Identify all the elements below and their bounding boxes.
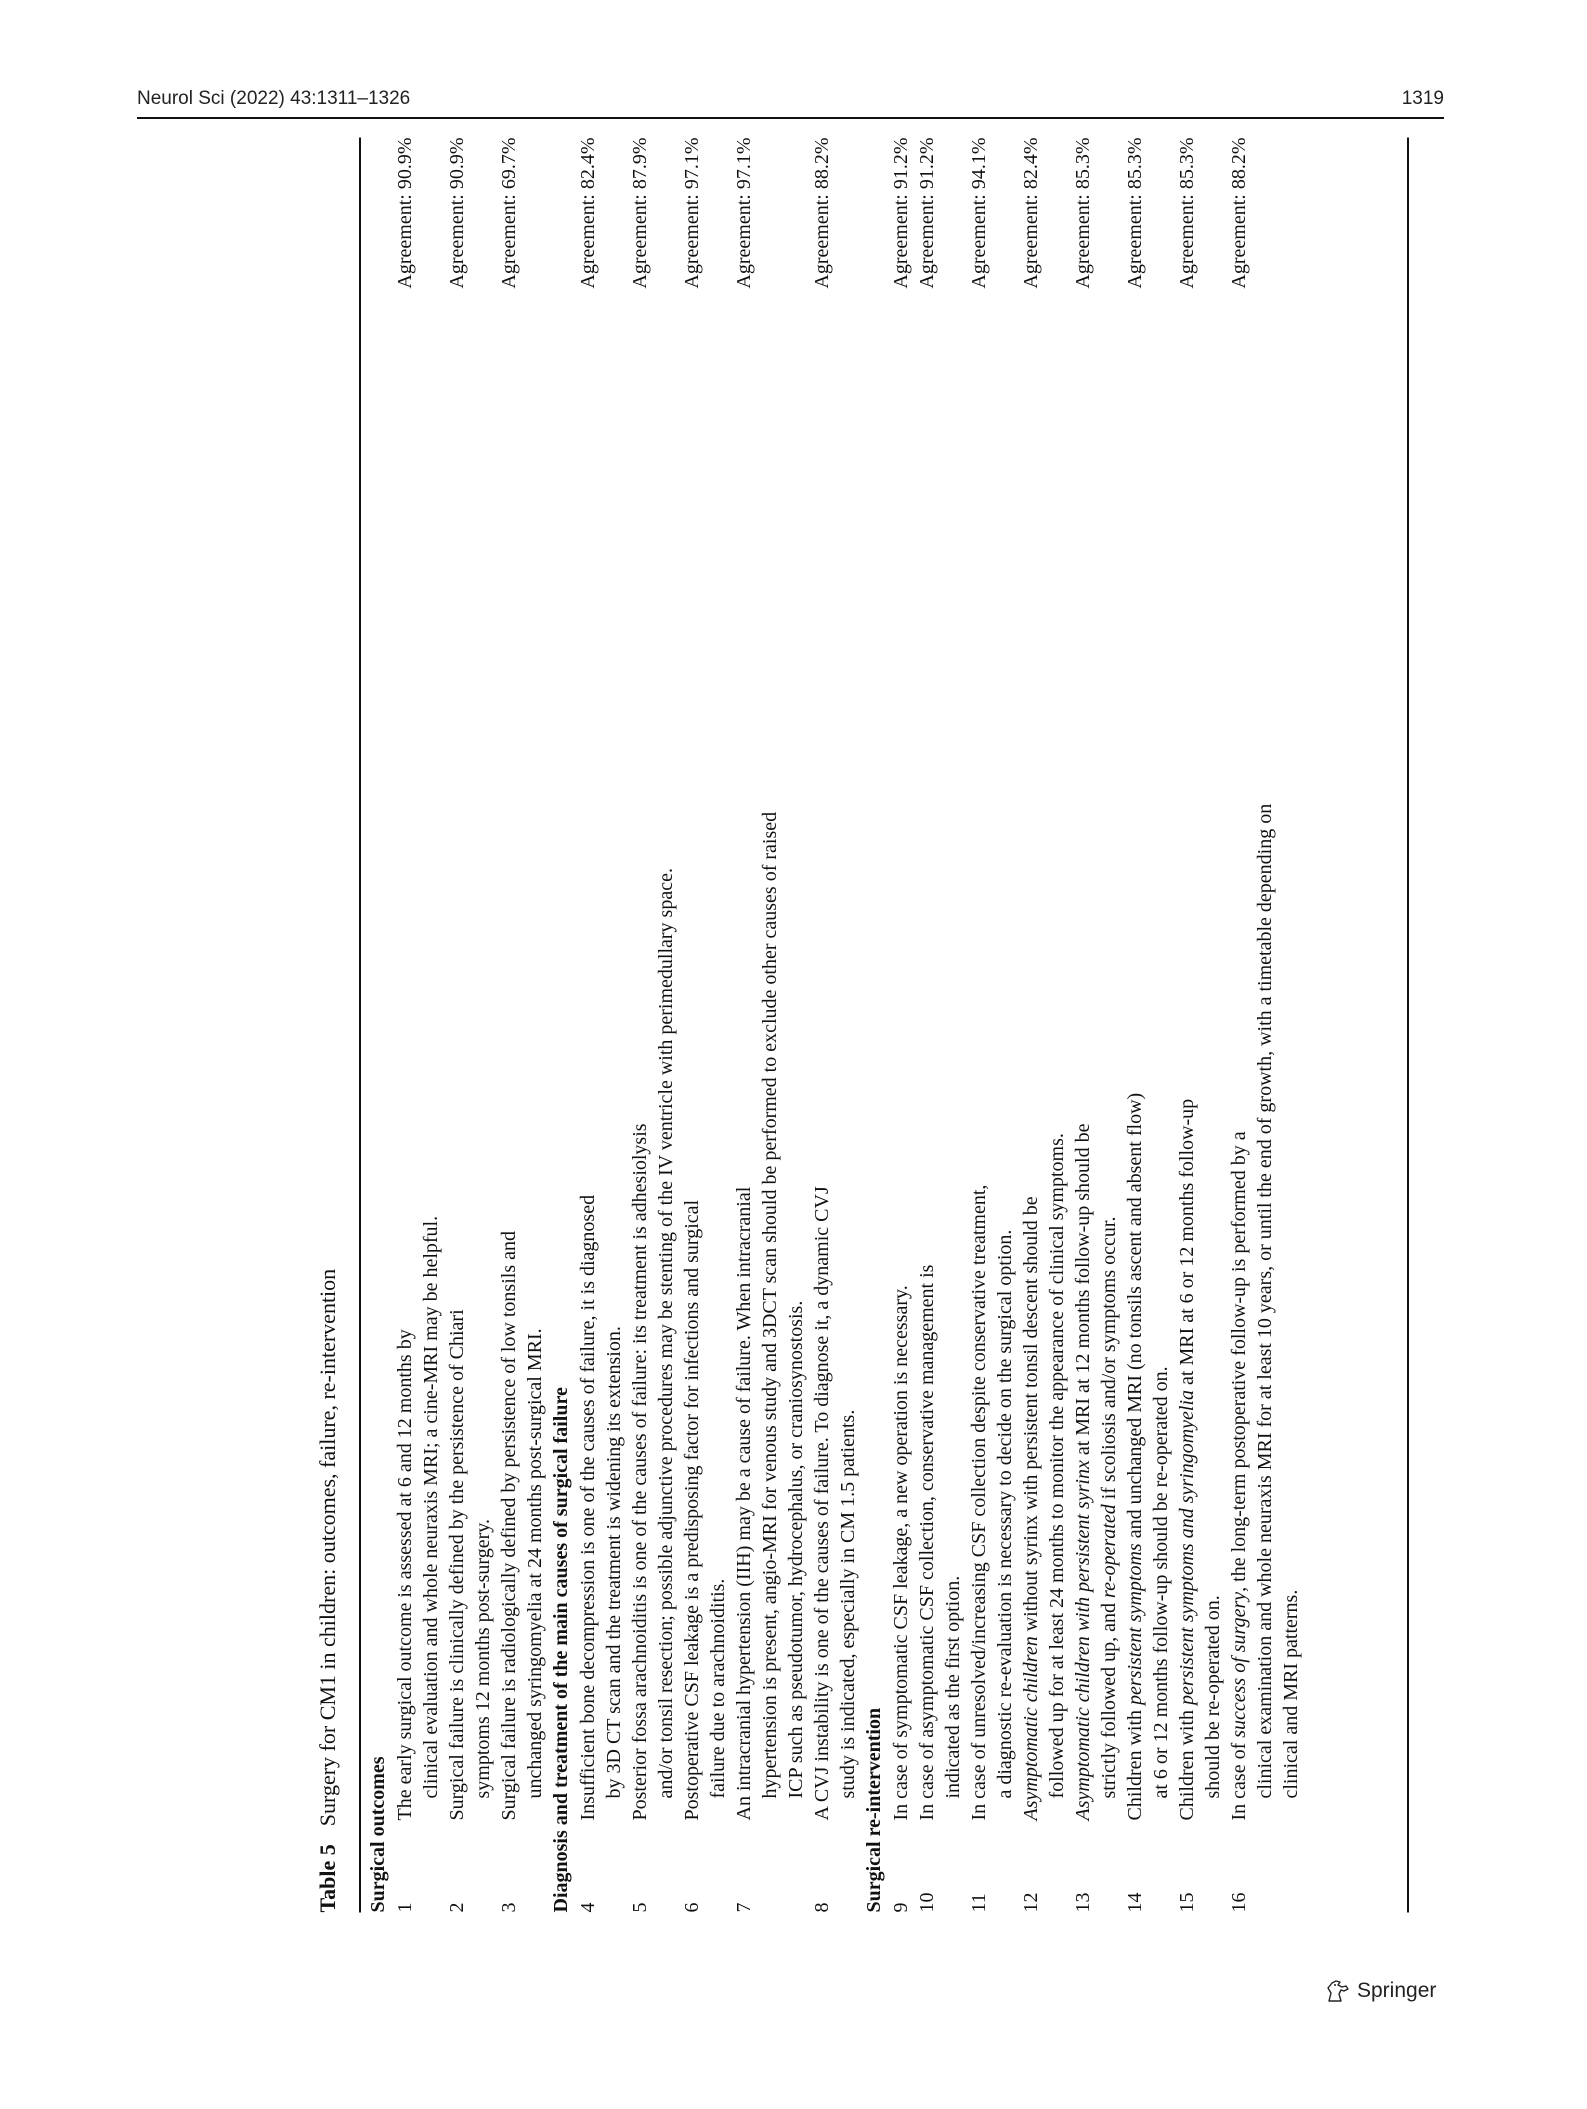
agreement-value: Agreement: 82.4% xyxy=(1020,137,1042,289)
table-title: Surgery for CM1 in children: outcomes, failure, re-intervention xyxy=(315,1268,340,1827)
row-text: Surgical failure is clinically defined by the persistence of Chiari symptoms 12 months post-surgery. xyxy=(446,1309,494,1821)
agreement-value: Agreement: 87.9% xyxy=(629,137,651,289)
table-row xyxy=(679,138,731,1913)
row-text: Asymptomatic children without syrinx with persistent tonsil descent should be followed up for at least 24 months to monitor the appearance of clinical symptoms. xyxy=(1020,1133,1068,1821)
row-number: 4 xyxy=(577,1902,599,1913)
row-number: 11 xyxy=(968,1893,990,1913)
row-text: In case of unresolved/increasing CSF collection despite conservative treatment, a diagnostic re-evaluation is necessary to decide on the surgical option. xyxy=(968,1184,1016,1821)
row-text: Children with persistent symptoms and unchanged MRI (no tonsils ascent and absent flow) at 6 or 12 months follow-up should be re-operated on. xyxy=(1124,1092,1172,1821)
table-body xyxy=(365,138,1304,1913)
table-row xyxy=(1174,138,1226,1913)
section-heading: Diagnosis and treatment of the main causes of surgical failure xyxy=(550,1387,572,1913)
table-row xyxy=(575,138,627,1913)
table-caption xyxy=(315,1269,341,1913)
row-text: Asymptomatic children with persistent syrinx at MRI at 12 months follow-up should be strictly followed up, and re-operated if scoliosis and/or symptoms occur. xyxy=(1072,1123,1120,1821)
agreement-value: Agreement: 97.1% xyxy=(733,137,755,289)
row-number: 13 xyxy=(1072,1892,1094,1913)
row-text: In case of symptomatic CSF leakage, a new operation is necessary. xyxy=(890,1285,912,1821)
row-number: 2 xyxy=(446,1902,468,1913)
row-text: In case of asymptomatic CSF collection, conservative management is indicated as the first option. xyxy=(916,1264,964,1821)
row-number: 16 xyxy=(1228,1892,1250,1913)
row-number: 6 xyxy=(681,1902,703,1913)
row-text: An intracranial hypertension (IIH) may be a cause of failure. When intracranial hypertension is present, angio-MRI for venous study and 3DCT scan should be performed to exclude other causes of raised ICP such as pseudotumor, hydrocephalus, or craniosynostosis. xyxy=(733,811,807,1821)
row-number: 1 xyxy=(394,1902,416,1913)
table-row xyxy=(444,138,496,1913)
springer-horse-icon xyxy=(1325,1979,1351,2003)
agreement-value: Agreement: 88.2% xyxy=(1228,137,1250,289)
table-bottom-rule xyxy=(1407,138,1409,1913)
agreement-value: Agreement: 94.1% xyxy=(968,137,990,289)
agreement-value: Agreement: 82.4% xyxy=(577,137,599,289)
row-number: 10 xyxy=(916,1892,938,1913)
table-row xyxy=(1018,138,1070,1913)
agreement-value: Agreement: 91.2% xyxy=(890,137,912,289)
row-number: 7 xyxy=(733,1902,755,1913)
table-row xyxy=(1122,138,1174,1913)
running-header-journal: Neurol Sci (2022) 43:1311–1326 xyxy=(137,88,411,109)
header-rule xyxy=(137,117,1444,119)
agreement-value: Agreement: 90.9% xyxy=(394,137,416,289)
section-heading: Surgical re-intervention xyxy=(863,1707,885,1913)
table-row xyxy=(966,138,1018,1913)
row-number: 8 xyxy=(811,1902,833,1913)
table-row xyxy=(809,138,861,1913)
section-heading: Surgical outcomes xyxy=(367,1756,389,1913)
agreement-value: Agreement: 97.1% xyxy=(681,137,703,289)
page-number: 1319 xyxy=(1401,88,1444,109)
row-text: Postoperative CSF leakage is a predisposing factor for infections and surgical failure due to arachnoiditis. xyxy=(681,1199,729,1821)
row-number: 9 xyxy=(890,1902,912,1913)
row-text: The early surgical outcome is assessed at 6 and 12 months by clinical evaluation and whole neuraxis MRI; a cine-MRI may be helpful. xyxy=(394,1215,442,1821)
agreement-value: Agreement: 85.3% xyxy=(1124,137,1146,289)
publisher-name: Springer xyxy=(1357,1979,1437,2002)
row-text: Children with persistent symptoms and syringomyelia at MRI at 6 or 12 months follow-up should be re-operated on. xyxy=(1176,1098,1224,1821)
row-text: Surgical failure is radiologically defined by persistence of low tonsils and unchanged syringomyelia at 24 months post-surgical MRI. xyxy=(498,1231,546,1821)
agreement-value: Agreement: 88.2% xyxy=(811,137,833,289)
table-row xyxy=(888,138,914,1913)
row-number: 5 xyxy=(629,1902,651,1913)
table-row xyxy=(731,138,809,1913)
table-row xyxy=(914,138,966,1913)
table-label: Table 5 xyxy=(315,1844,340,1913)
row-number: 3 xyxy=(498,1902,520,1913)
row-text: In case of success of surgery, the long-term postoperative follow-up is performed by a clinical examination and whole neuraxis MRI for at least 10 years, or until the end of growth, with a timetable depending on clinical and MRI patterns. xyxy=(1228,803,1302,1821)
table-row xyxy=(1226,138,1304,1913)
agreement-value: Agreement: 85.3% xyxy=(1072,137,1094,289)
table-top-rule xyxy=(359,138,361,1913)
table-row xyxy=(496,138,548,1913)
row-text: Insufficient bone decompression is one of the causes of failure, it is diagnosed by 3D CT scan and the treatment is widening its extension. xyxy=(577,1194,625,1821)
publisher-footer xyxy=(1325,1979,1436,2003)
table-row xyxy=(1070,138,1122,1913)
agreement-value: Agreement: 85.3% xyxy=(1176,137,1198,289)
row-text: A CVJ instability is one of the causes of failure. To diagnose it, a dynamic CVJ study is indicated, especially in CM 1.5 patients. xyxy=(811,1186,859,1821)
row-text: Posterior fossa arachnoiditis is one of the causes of failure: its treatment is adhesiolysis and/or tonsil resection; possible adjunctive procedures may be stenting of the IV ventricle with perimedullary space. xyxy=(629,868,677,1821)
rotated-table xyxy=(217,138,1427,1913)
agreement-value: Agreement: 69.7% xyxy=(498,137,520,289)
agreement-value: Agreement: 90.9% xyxy=(446,137,468,289)
row-number: 15 xyxy=(1176,1892,1198,1913)
table-row xyxy=(392,138,444,1913)
row-number: 14 xyxy=(1124,1892,1146,1913)
agreement-value: Agreement: 91.2% xyxy=(916,137,938,289)
row-number: 12 xyxy=(1020,1892,1042,1913)
table-row xyxy=(627,138,679,1913)
